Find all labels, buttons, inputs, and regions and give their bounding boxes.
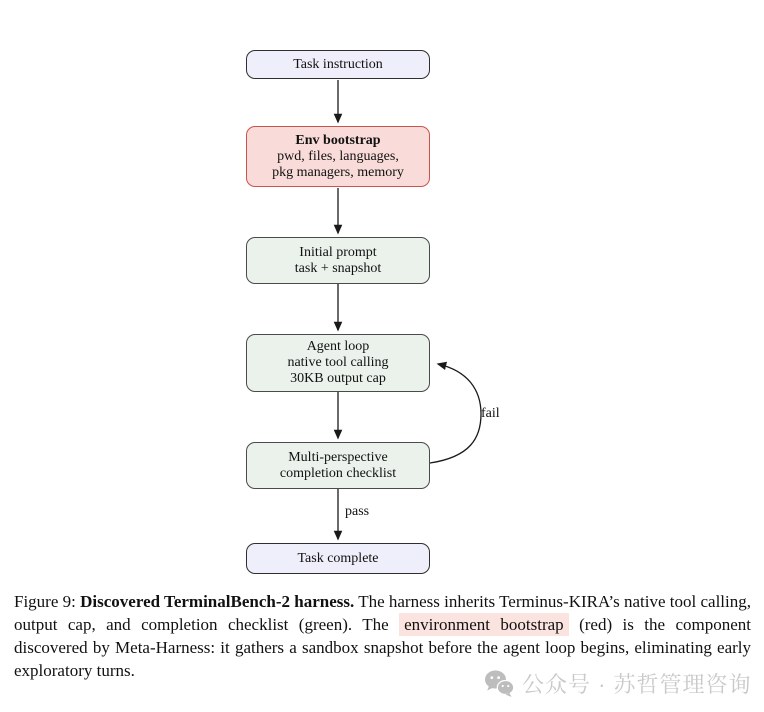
caption-body-before: The harness inherits Terminus-KIRA’s native tool calling, output cap, and completion checklist (green). The [14, 592, 752, 634]
node-completion-checklist [246, 442, 430, 489]
caption-figure-label: Figure 9: [14, 592, 81, 611]
node-completion-checklist-line2: completion checklist [279, 465, 397, 481]
caption-body-after: (red) is the component discovered by Meta-Harness: it gathers a sandbox snapshot before the agent loop begins, eliminating early exploratory turns. [14, 615, 751, 680]
node-env-bootstrap-line1: pwd, files, languages, [277, 148, 399, 164]
edge-label-fail: fail [481, 406, 500, 421]
watermark-text: 公众号 · 苏哲管理咨询 [522, 672, 752, 697]
node-agent-loop-line1: Agent loop [306, 339, 370, 354]
node-agent-loop [246, 334, 430, 392]
node-completion-checklist-line1: Multi-perspective [288, 449, 388, 465]
node-env-bootstrap-title: Env bootstrap [295, 132, 381, 148]
node-env-bootstrap-line2: pkg managers, memory [272, 164, 404, 180]
node-initial-prompt [246, 237, 430, 284]
watermark [484, 668, 752, 699]
edge-label-pass: pass [345, 504, 370, 519]
node-agent-loop-line2: native tool calling [287, 355, 389, 370]
node-task-instruction [246, 50, 430, 79]
wechat-icon [484, 669, 514, 699]
arrow-fail-loop [430, 364, 481, 463]
node-initial-prompt-line2: task + snapshot [294, 260, 382, 276]
node-initial-prompt-line1: Initial prompt [299, 244, 377, 260]
node-task-complete [246, 543, 430, 574]
node-agent-loop-line3: 30KB output cap [290, 371, 386, 386]
node-task-complete-label: Task complete [297, 550, 379, 566]
node-env-bootstrap [246, 126, 430, 187]
node-task-instruction-label: Task instruction [293, 56, 383, 72]
caption-highlight: environment bootstrap [399, 613, 569, 636]
caption-title: Discovered TerminalBench-2 harness. [80, 592, 355, 611]
